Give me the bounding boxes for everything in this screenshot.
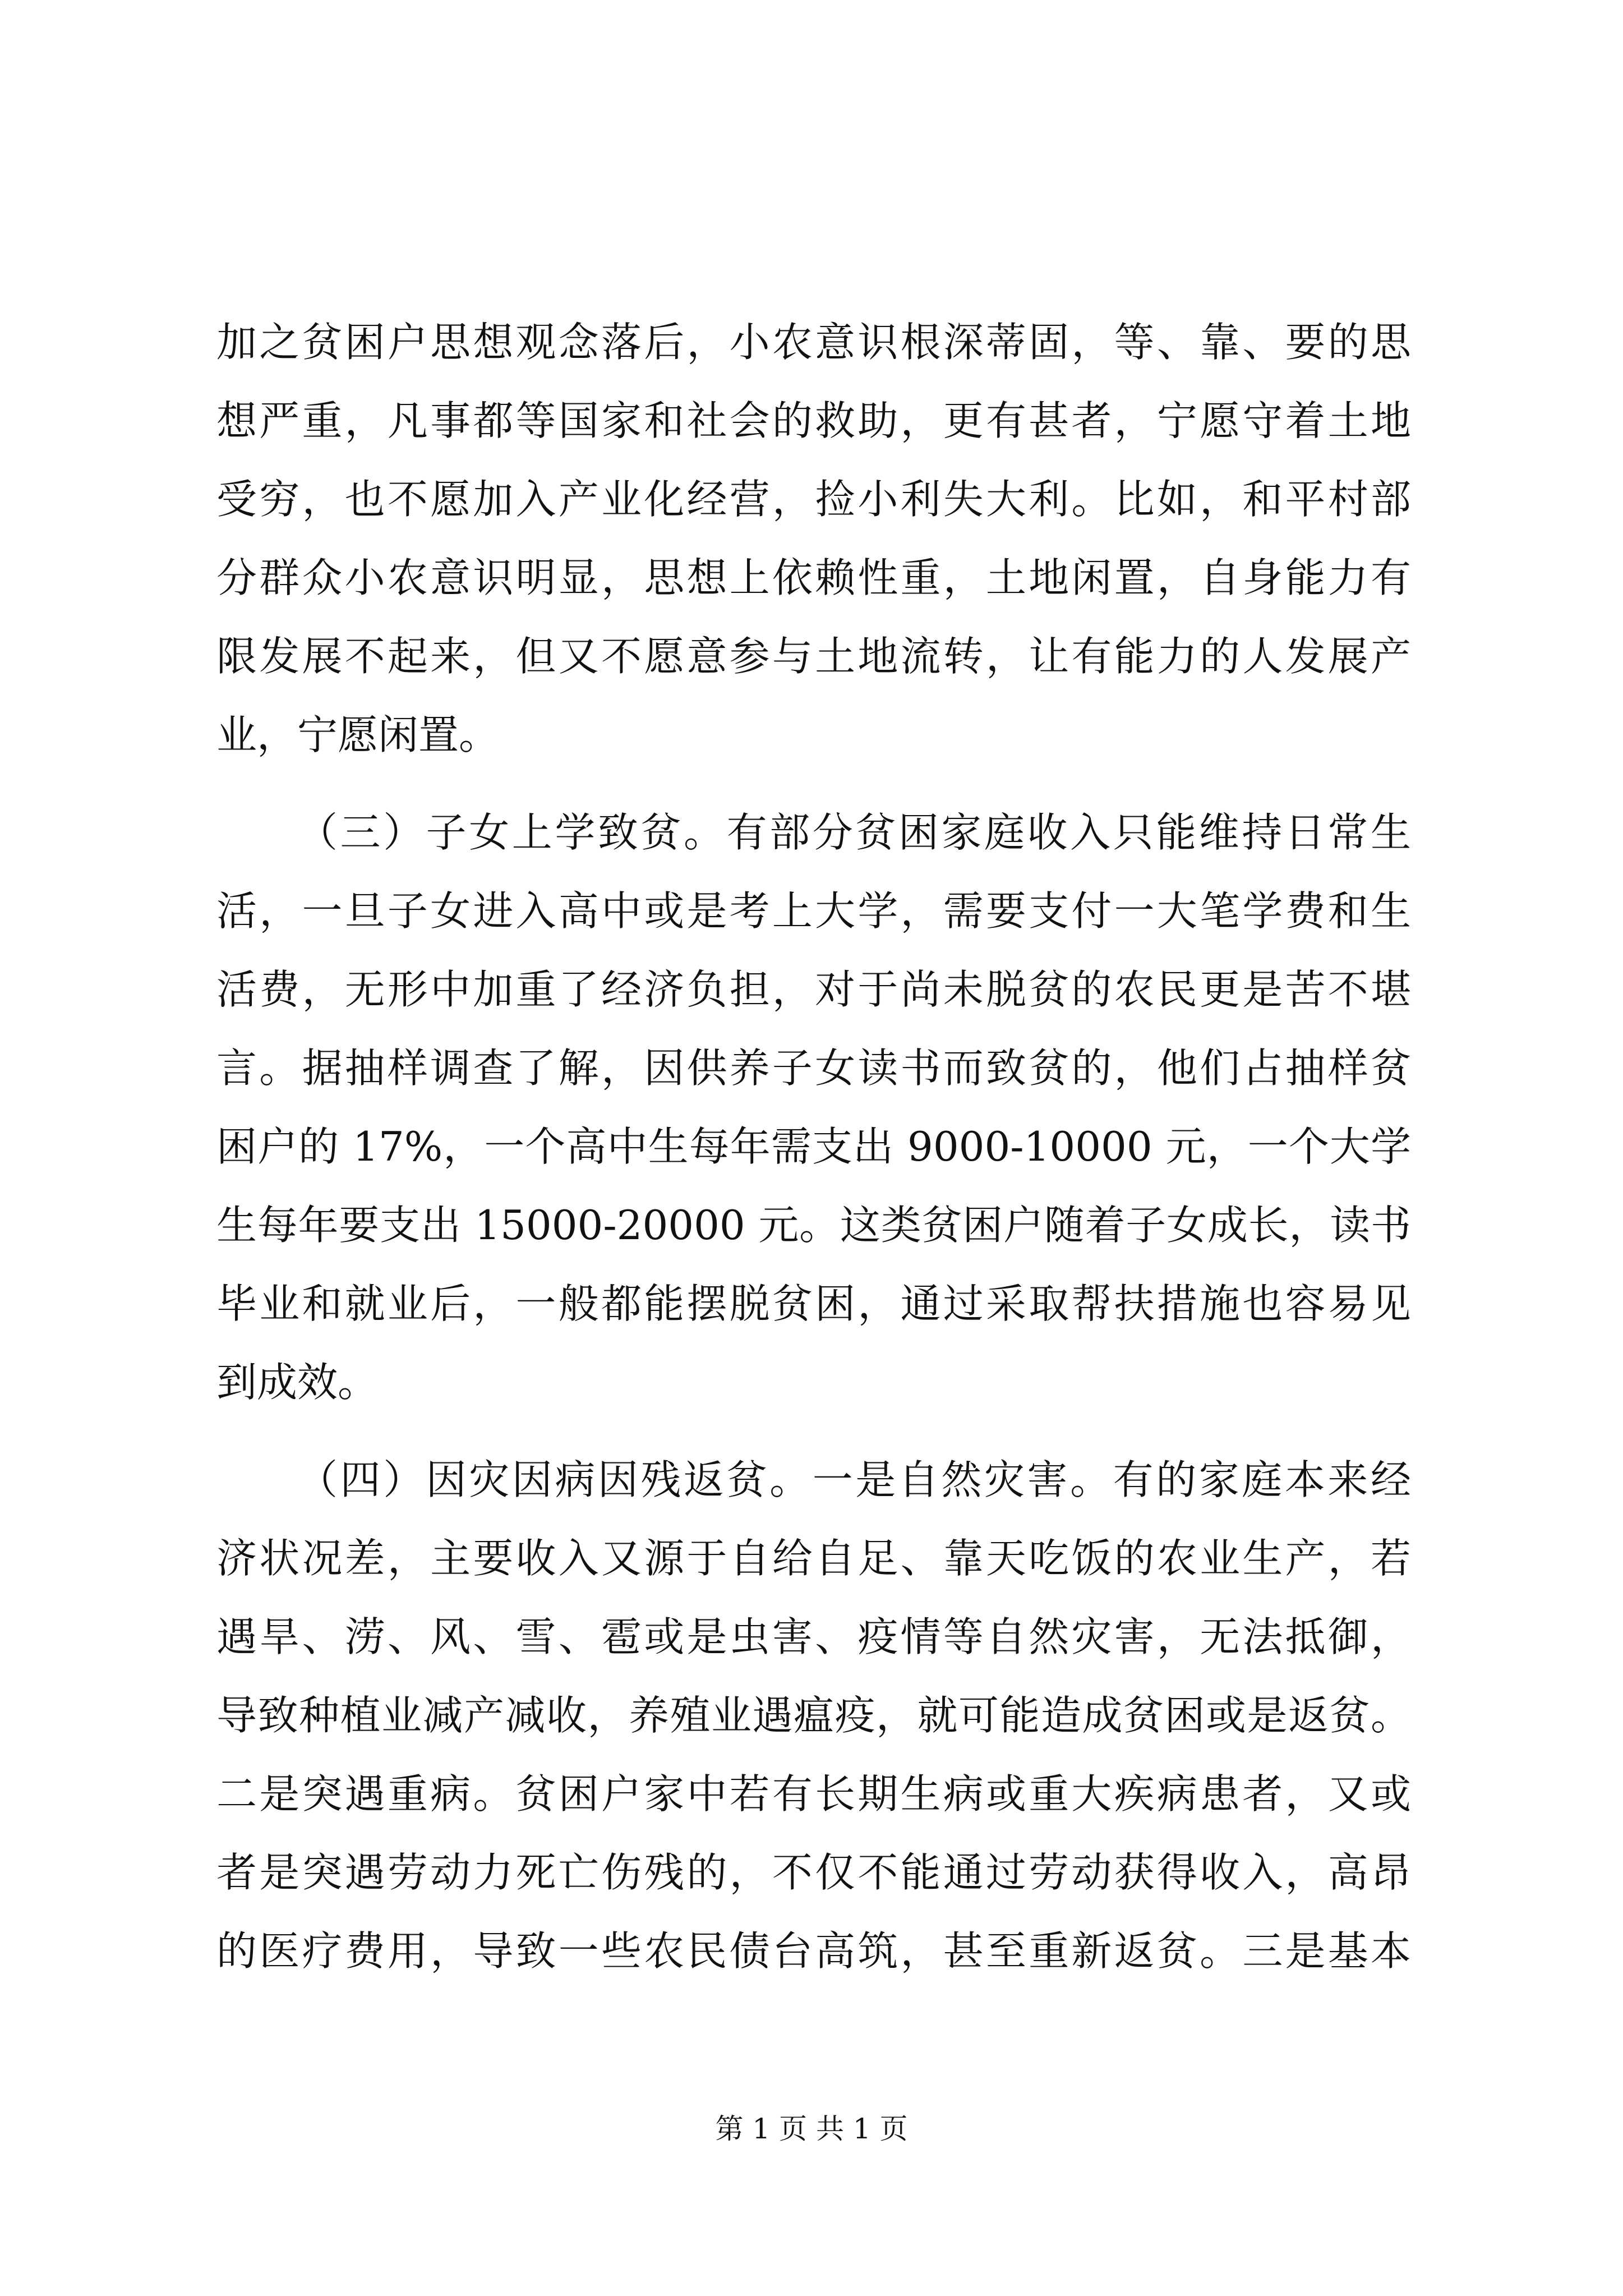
text-line: 生每年要支出 15000-20000 元。这类贫困户随着子女成长，读书 [216,1202,1411,1249]
text-line: 受穷，也不愿加入产业化经营，捡小利失大利。比如，和平村部 [216,476,1411,523]
paragraph [216,793,1411,1421]
text-line: 活，一旦子女进入高中或是考上大学，需要支付一大笔学费和生 [216,887,1411,935]
text-line: 济状况差，主要收入又源于自给自足、靠天吃饭的农业生产，若 [216,1535,1411,1582]
text-line: 导致种植业减产减收，养殖业遇瘟疫，就可能造成贫困或是返贫。 [216,1692,1411,1739]
text-line: 的医疗费用，导致一些农民债台高筑，甚至重新返贫。三是基本 [216,1927,1411,1975]
paragraph-gap [216,1421,1411,1441]
text-line: 困户的 17%，一个高中生每年需支出 9000-10000 元，一个大学 [216,1123,1411,1170]
text-line: 言。据抽样调查了解，因供养子女读书而致贫的，他们占抽样贫 [216,1045,1411,1092]
text-line: （四）因灾因病因残返贫。一是自然灾害。有的家庭本来经 [297,1456,1411,1503]
text-line: （三）子女上学致贫。有部分贫困家庭收入只能维持日常生 [297,809,1411,856]
paragraph [216,303,1411,774]
text-line: 加之贫困户思想观念落后，小农意识根深蒂固，等、靠、要的思 [216,319,1411,366]
text-line: 到成效。 [216,1359,379,1406]
text-line: 分群众小农意识明显，思想上依赖性重，土地闲置，自身能力有 [216,554,1411,601]
body-text [216,303,1411,1990]
text-line: 业，宁愿闲置。 [216,711,500,758]
text-line: 活费，无形中加重了经济负担，对于尚未脱贫的农民更是苦不堪 [216,966,1411,1013]
paragraph [216,1441,1411,1990]
text-line: 限发展不起来，但又不愿意参与土地流转，让有能力的人发展产 [216,633,1411,680]
paragraph-gap [216,774,1411,793]
text-line: 者是突遇劳动力死亡伤残的，不仅不能通过劳动获得收入，高昂 [216,1849,1411,1896]
text-line: 二是突遇重病。贫困户家中若有长期生病或重大疾病患者，又或 [216,1770,1411,1818]
text-line: 毕业和就业后，一般都能摆脱贫困，通过采取帮扶措施也容易见 [216,1280,1411,1327]
text-line: 遇旱、涝、风、雪、雹或是虫害、疫情等自然灾害，无法抵御， [216,1613,1411,1660]
page-footer: 第 1 页 共 1 页 [715,2113,908,2145]
text-line: 想严重，凡事都等国家和社会的救助，更有甚者，宁愿守着土地 [216,397,1411,444]
